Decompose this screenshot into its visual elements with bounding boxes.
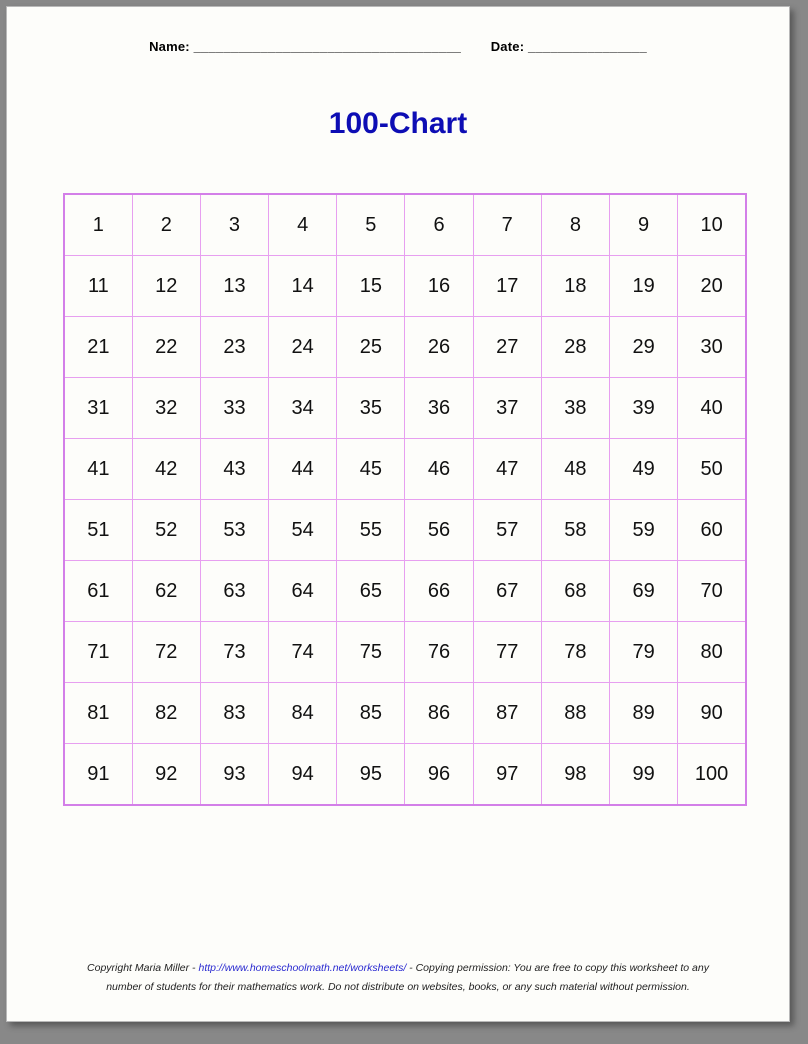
number-cell[interactable]: 60	[678, 500, 746, 561]
worksheet-source-link[interactable]: http://www.homeschoolmath.net/worksheets/	[198, 962, 407, 975]
number-cell[interactable]: 46	[405, 439, 473, 500]
table-row	[64, 194, 746, 256]
number-cell[interactable]: 87	[473, 683, 541, 744]
number-cell[interactable]: 22	[132, 317, 200, 378]
number-cell[interactable]: 27	[473, 317, 541, 378]
number-cell[interactable]: 24	[269, 317, 337, 378]
number-cell[interactable]: 42	[132, 439, 200, 500]
number-cell[interactable]: 86	[405, 683, 473, 744]
number-cell[interactable]: 54	[269, 500, 337, 561]
number-cell[interactable]: 65	[337, 561, 405, 622]
number-cell[interactable]: 82	[132, 683, 200, 744]
number-cell[interactable]: 47	[473, 439, 541, 500]
number-cell[interactable]: 77	[473, 622, 541, 683]
number-cell[interactable]: 80	[678, 622, 746, 683]
number-cell[interactable]: 55	[337, 500, 405, 561]
number-cell[interactable]: 10	[678, 194, 746, 256]
table-row	[64, 683, 746, 744]
number-cell[interactable]: 35	[337, 378, 405, 439]
number-cell[interactable]: 81	[64, 683, 132, 744]
number-cell[interactable]: 79	[610, 622, 678, 683]
number-cell[interactable]: 93	[200, 744, 268, 806]
table-row	[64, 256, 746, 317]
number-cell[interactable]: 99	[610, 744, 678, 806]
table-row	[64, 622, 746, 683]
number-cell[interactable]: 69	[610, 561, 678, 622]
number-cell[interactable]: 95	[337, 744, 405, 806]
number-cell[interactable]: 84	[269, 683, 337, 744]
number-cell[interactable]: 51	[64, 500, 132, 561]
number-grid	[63, 193, 747, 806]
number-cell[interactable]: 18	[541, 256, 609, 317]
table-row	[64, 500, 746, 561]
number-cell[interactable]: 26	[405, 317, 473, 378]
number-cell[interactable]: 36	[405, 378, 473, 439]
copyright-text-before: Copyright Maria Miller -	[87, 962, 199, 975]
number-cell[interactable]: 71	[64, 622, 132, 683]
number-cell[interactable]: 75	[337, 622, 405, 683]
number-cell[interactable]: 96	[405, 744, 473, 806]
number-cell[interactable]: 67	[473, 561, 541, 622]
number-cell[interactable]: 85	[337, 683, 405, 744]
number-cell[interactable]: 62	[132, 561, 200, 622]
number-cell[interactable]: 28	[541, 317, 609, 378]
number-cell[interactable]: 8	[541, 194, 609, 256]
number-cell[interactable]: 37	[473, 378, 541, 439]
number-cell[interactable]: 89	[610, 683, 678, 744]
table-row	[64, 439, 746, 500]
footer-line-1	[7, 959, 789, 978]
number-cell[interactable]: 14	[269, 256, 337, 317]
copyright-text-after: - Copying permission: You are free to copy this worksheet to any	[406, 962, 709, 975]
number-cell[interactable]: 40	[678, 378, 746, 439]
number-cell[interactable]: 21	[64, 317, 132, 378]
number-cell[interactable]: 70	[678, 561, 746, 622]
table-row	[64, 561, 746, 622]
number-cell[interactable]: 20	[678, 256, 746, 317]
number-cell[interactable]: 38	[541, 378, 609, 439]
number-cell[interactable]: 66	[405, 561, 473, 622]
number-cell[interactable]: 90	[678, 683, 746, 744]
number-cell[interactable]: 34	[269, 378, 337, 439]
number-cell[interactable]: 64	[269, 561, 337, 622]
number-cell[interactable]: 11	[64, 256, 132, 317]
number-cell[interactable]: 61	[64, 561, 132, 622]
number-cell[interactable]: 43	[200, 439, 268, 500]
number-cell[interactable]: 4	[269, 194, 337, 256]
number-cell[interactable]: 45	[337, 439, 405, 500]
number-cell[interactable]: 59	[610, 500, 678, 561]
number-cell[interactable]: 9	[610, 194, 678, 256]
number-cell[interactable]: 83	[200, 683, 268, 744]
number-cell[interactable]: 97	[473, 744, 541, 806]
name-field-label: Name: ____________________________________	[149, 39, 462, 54]
table-row	[64, 317, 746, 378]
number-cell[interactable]: 44	[269, 439, 337, 500]
table-row	[64, 744, 746, 806]
number-cell[interactable]: 29	[610, 317, 678, 378]
number-cell[interactable]: 16	[405, 256, 473, 317]
number-cell[interactable]: 58	[541, 500, 609, 561]
number-cell[interactable]: 31	[64, 378, 132, 439]
number-cell[interactable]: 72	[132, 622, 200, 683]
number-cell[interactable]: 5	[337, 194, 405, 256]
name-date-line	[7, 39, 789, 54]
number-cell[interactable]: 32	[132, 378, 200, 439]
number-cell[interactable]: 73	[200, 622, 268, 683]
number-cell[interactable]: 98	[541, 744, 609, 806]
number-cell[interactable]: 91	[64, 744, 132, 806]
number-cell[interactable]: 88	[541, 683, 609, 744]
number-cell[interactable]: 48	[541, 439, 609, 500]
number-cell[interactable]: 25	[337, 317, 405, 378]
number-cell[interactable]: 33	[200, 378, 268, 439]
number-cell[interactable]: 68	[541, 561, 609, 622]
number-cell[interactable]: 17	[473, 256, 541, 317]
number-cell[interactable]: 23	[200, 317, 268, 378]
number-cell[interactable]: 92	[132, 744, 200, 806]
worksheet-page	[6, 6, 790, 1022]
number-cell[interactable]: 30	[678, 317, 746, 378]
number-cell[interactable]: 74	[269, 622, 337, 683]
number-cell[interactable]: 94	[269, 744, 337, 806]
number-cell[interactable]: 19	[610, 256, 678, 317]
number-cell[interactable]: 1	[64, 194, 132, 256]
number-cell[interactable]: 6	[405, 194, 473, 256]
number-cell[interactable]: 78	[541, 622, 609, 683]
number-cell[interactable]: 12	[132, 256, 200, 317]
number-cell[interactable]: 50	[678, 439, 746, 500]
footer-line-2: number of students for their mathematics work. Do not distribute on websites, books, or any such material without permission.	[106, 981, 690, 994]
number-cell[interactable]: 53	[200, 500, 268, 561]
number-cell[interactable]: 57	[473, 500, 541, 561]
number-cell[interactable]: 56	[405, 500, 473, 561]
number-cell[interactable]: 52	[132, 500, 200, 561]
number-cell[interactable]: 15	[337, 256, 405, 317]
number-cell[interactable]: 63	[200, 561, 268, 622]
number-cell[interactable]: 76	[405, 622, 473, 683]
number-cell[interactable]: 3	[200, 194, 268, 256]
number-cell[interactable]: 2	[132, 194, 200, 256]
date-field-label: Date: ________________	[490, 39, 647, 54]
number-cell[interactable]: 41	[64, 439, 132, 500]
table-row	[64, 378, 746, 439]
number-cell[interactable]: 49	[610, 439, 678, 500]
number-cell[interactable]: 39	[610, 378, 678, 439]
number-cell[interactable]: 100	[678, 744, 746, 806]
number-cell[interactable]: 7	[473, 194, 541, 256]
page-title: 100-Chart	[328, 107, 468, 140]
copyright-footer	[7, 959, 789, 997]
hundred-chart	[63, 193, 747, 806]
number-cell[interactable]: 13	[200, 256, 268, 317]
